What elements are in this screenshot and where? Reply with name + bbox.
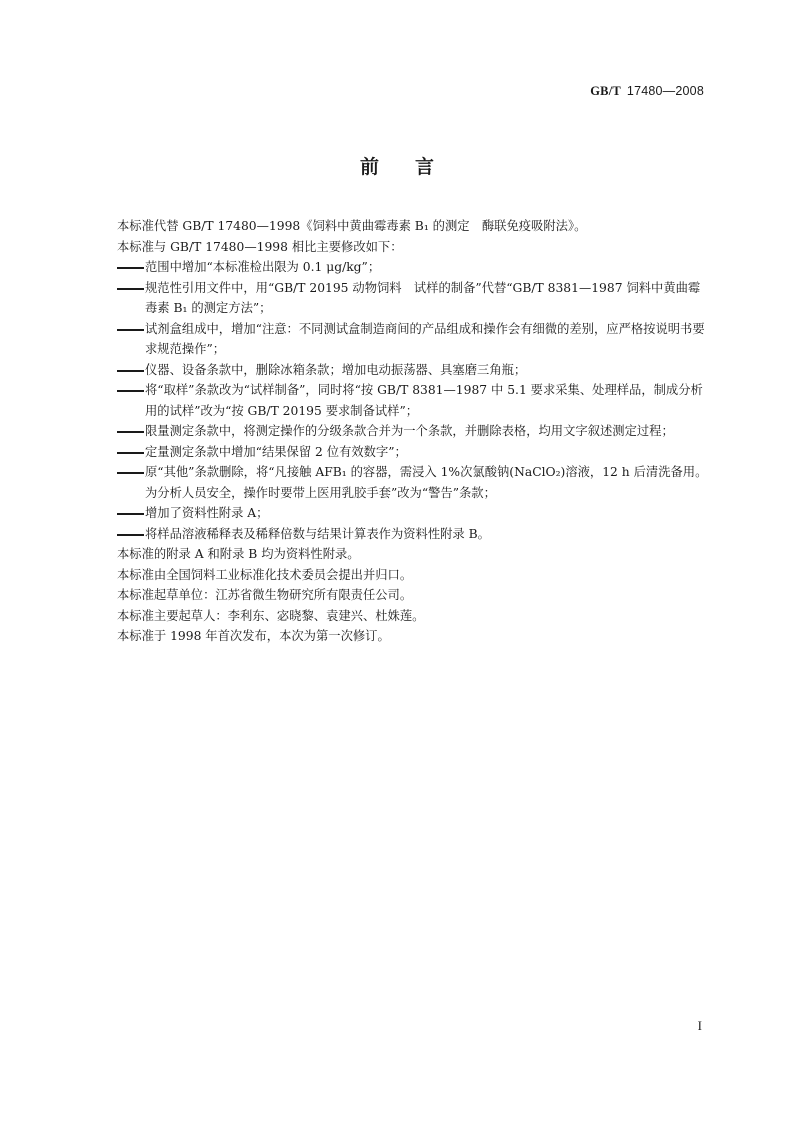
- intro-paragraph: 本标准与 GB/T 17480—1998 相比主要修改如下：: [117, 239, 403, 254]
- change-item: 定量测定条款中增加“结果保留 2 位有效数字”；: [117, 442, 711, 463]
- dash-bullet: [117, 431, 144, 433]
- change-item: 规范性引用文件中，用“GB/T 20195 动物饲料 试样的制备”代替“GB/T 8381—1987 饲料中黄曲霉毒素 B₁ 的测定方法”；: [117, 278, 711, 319]
- dash-bullet: [117, 267, 144, 269]
- closing-paragraph: 本标准的附录 A 和附录 B 均为资料性附录。: [117, 547, 360, 561]
- intro-paragraph: 本标准代替 GB/T 17480—1998《饲料中黄曲霉毒素 B₁ 的测定 酶联免疫吸附法》。: [117, 219, 587, 233]
- change-item: 增加了资料性附录 A；: [117, 503, 711, 524]
- dash-bullet: [117, 472, 144, 474]
- title-char-2: 言: [415, 156, 435, 178]
- change-item: 限量测定条款中，将测定操作的分级条款合并为一个条款，并删除表格，均用文字叙述测定过程；: [117, 421, 711, 442]
- standard-prefix: GB/T: [590, 84, 621, 98]
- standard-number: 17480—2008: [626, 84, 704, 98]
- change-item: 范围中增加“本标准检出限为 0.1 μg/kg”；: [117, 257, 711, 278]
- dash-bullet: [117, 390, 144, 392]
- change-item: 仪器、设备条款中，删除冰箱条款；增加电动振荡器、具塞磨三角瓶；: [117, 360, 711, 381]
- dash-bullet: [117, 288, 144, 290]
- closing-paragraph: 本标准由全国饲料工业标准化技术委员会提出并归口。: [117, 567, 413, 582]
- foreword-body: [117, 216, 711, 647]
- change-item: 原“其他”条款删除，将“凡接触 AFB₁ 的容器，需浸入 1%次氯酸钠(NaClO₂)溶液，12 h 后清洗备用。为分析人员安全，操作时要带上医用乳胶手套”改为“警告”条款；: [117, 462, 711, 503]
- closing-paragraph: 本标准起草单位：江苏省微生物研究所有限责任公司。: [117, 588, 413, 602]
- standard-code: [590, 84, 704, 99]
- change-item: 将样品溶液稀释表及稀释倍数与结果计算表作为资料性附录 B。: [117, 524, 711, 545]
- dash-bullet: [117, 513, 144, 515]
- closing-paragraph: 本标准主要起草人：李利东、宓晓黎、袁建兴、杜姝莲。: [117, 608, 425, 623]
- dash-bullet: [117, 452, 144, 454]
- page-title: [0, 152, 794, 179]
- dash-bullet: [117, 370, 144, 372]
- closing-paragraph: 本标准于 1998 年首次发布，本次为第一次修订。: [117, 629, 390, 643]
- title-char-1: 前: [359, 156, 379, 178]
- page-number: I: [697, 1018, 702, 1033]
- dash-bullet: [117, 534, 144, 536]
- dash-bullet: [117, 329, 144, 331]
- change-item: 将“取样”条款改为“试样制备”，同时将“按 GB/T 8381—1987 中 5.1 要求采集、处理样品，制成分析用的试样”改为“按 GB/T 20195 要求制备试样”；: [117, 380, 711, 421]
- change-item: 试剂盒组成中，增加“注意：不同测试盒制造商间的产品组成和操作会有细微的差别，应严格按说明书要求规范操作”；: [117, 319, 711, 360]
